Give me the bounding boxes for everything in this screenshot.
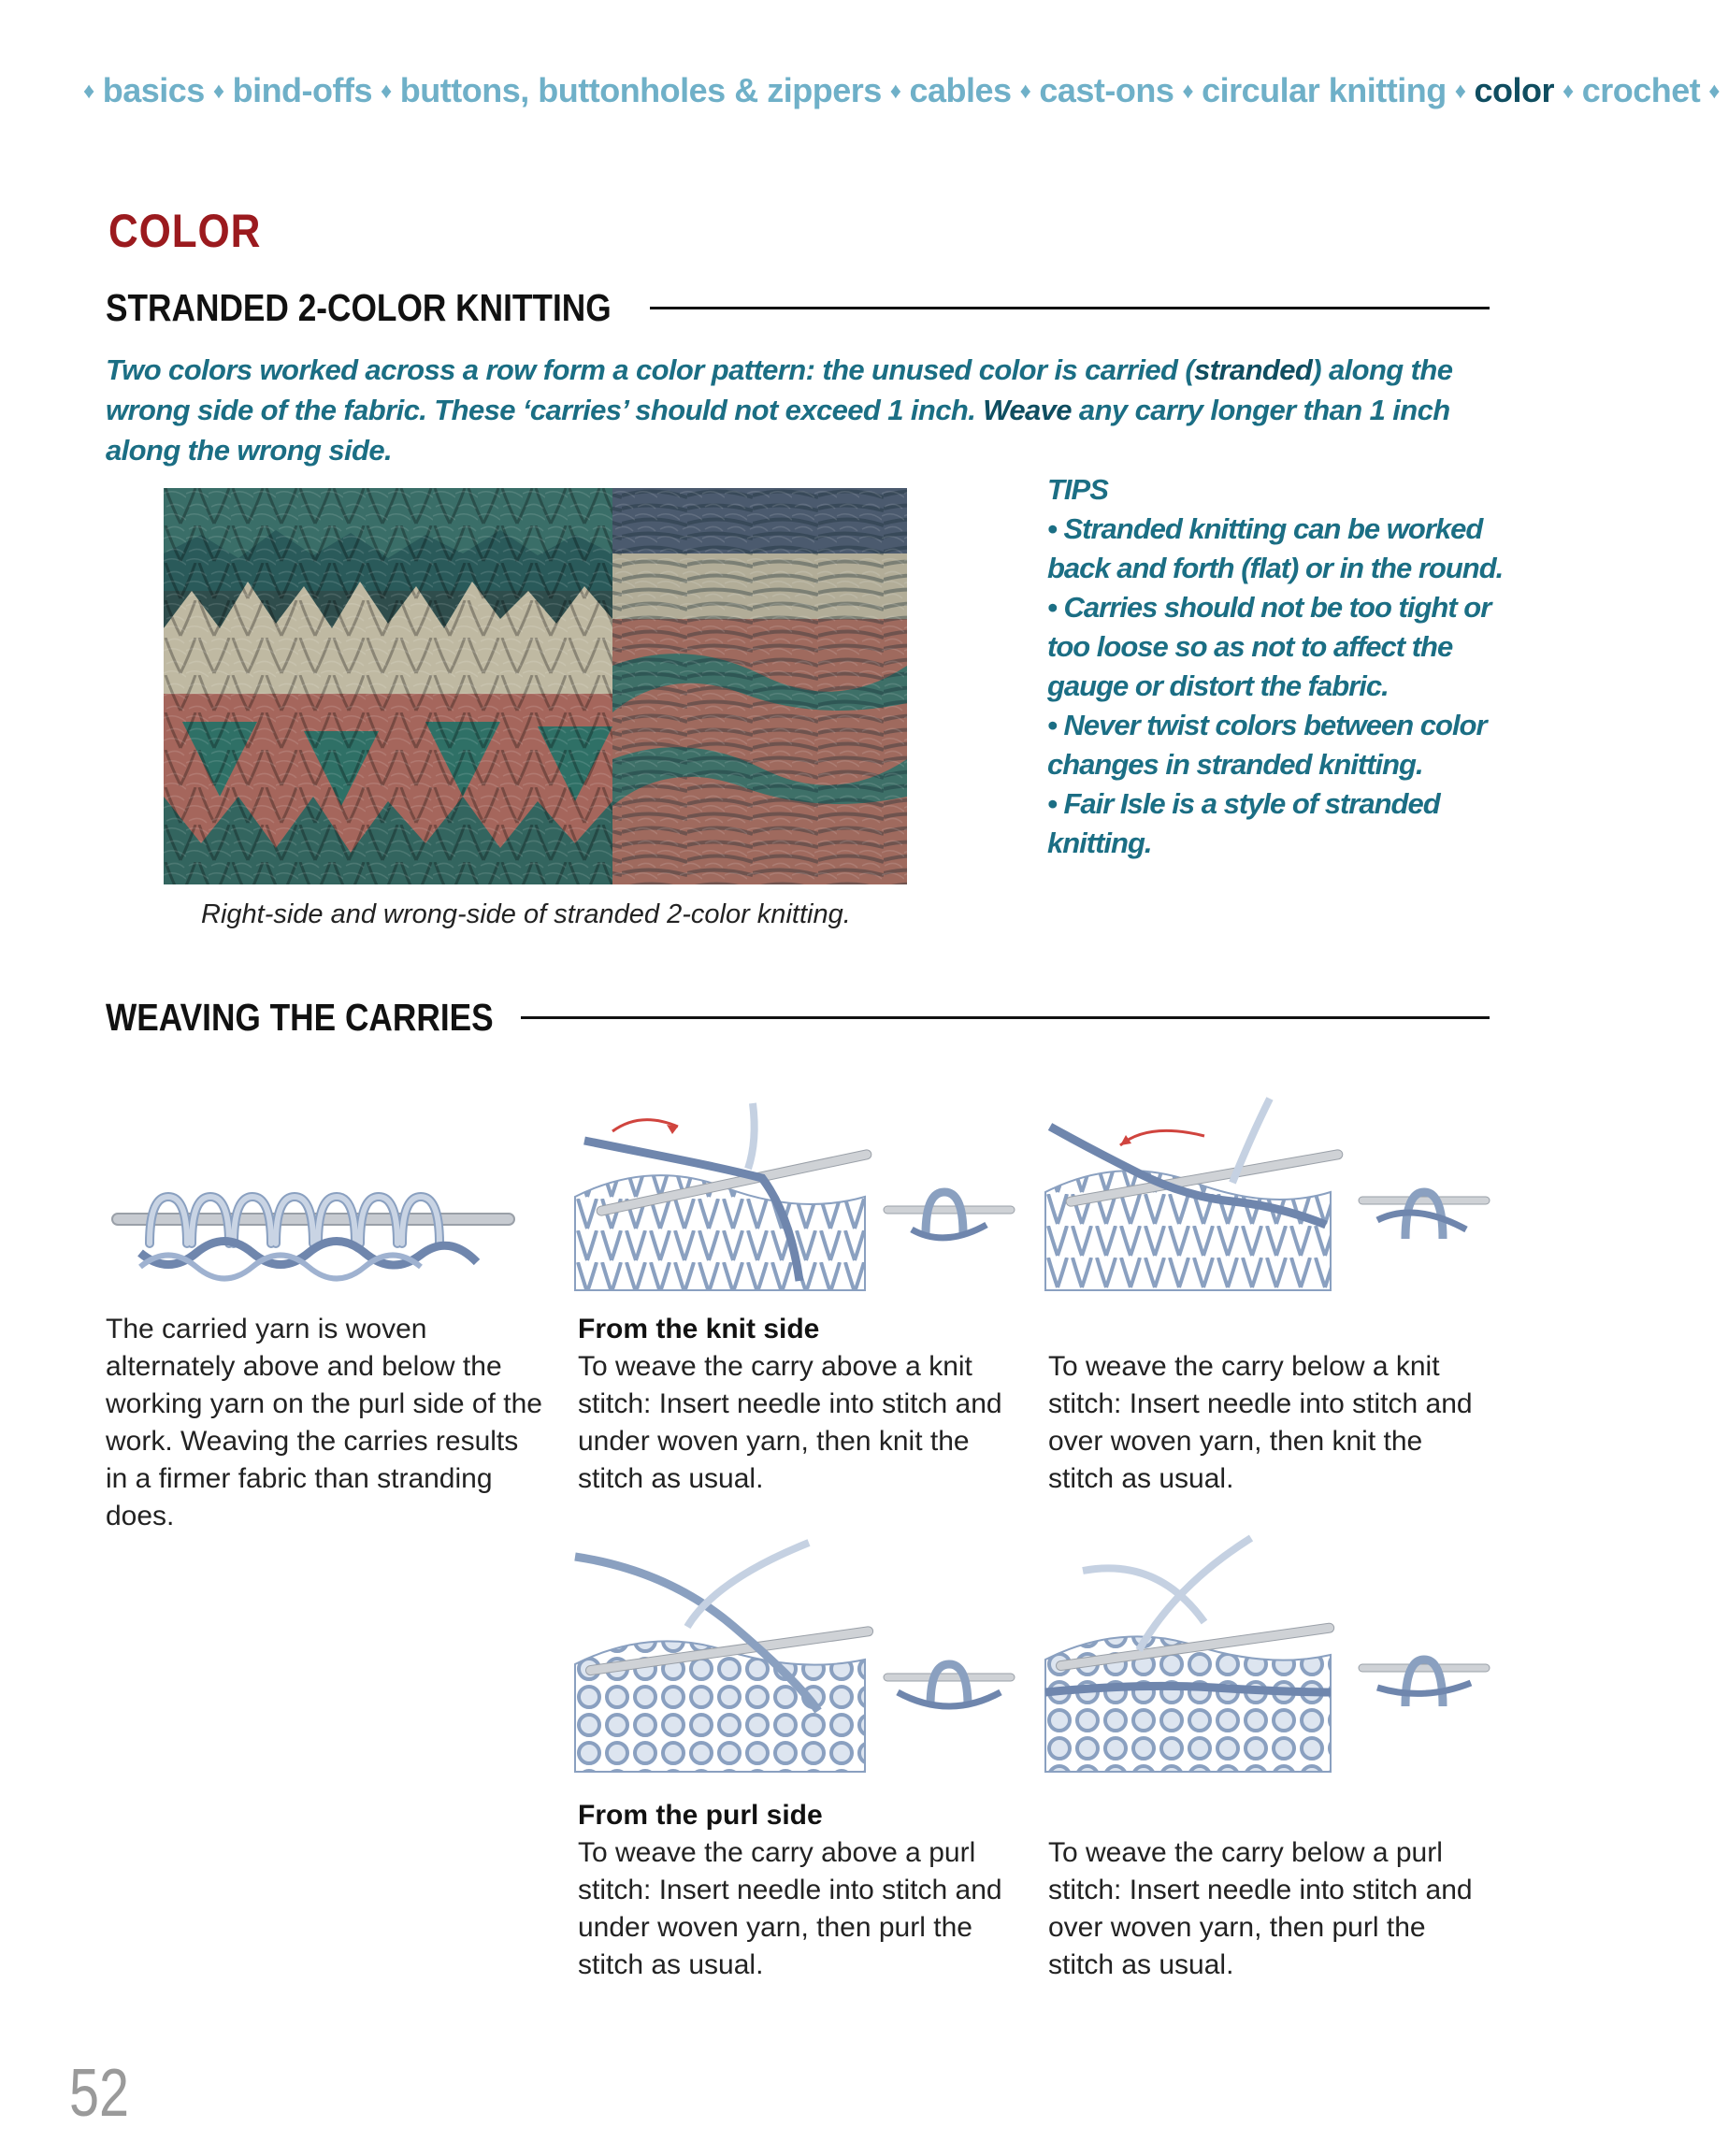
tip-item: • Never twist colors between color changes in stranded knitting. xyxy=(1047,709,1487,781)
page-title: COLOR xyxy=(108,205,262,257)
nav-diamond-icon: ♦ xyxy=(212,79,224,104)
nav-diamond-icon: ♦ xyxy=(1708,79,1720,104)
nav-item: bind-offs xyxy=(232,71,373,109)
purl-above-text: From the purl side To weave the carry above a purl stitch: Insert needle into stitch and under woven yarn, then purl the stitch as usual. xyxy=(578,1797,1017,1984)
nav-diamond-icon: ♦ xyxy=(83,79,94,104)
tip-item: • Carries should not be too tight or too loose so as not to affect the gauge or distort the fabric. xyxy=(1047,591,1491,702)
nav-item: color xyxy=(1474,71,1554,109)
weaving-intro: The carried yarn is woven alternately above and below the working yarn on the purl side of the work. Weaving the carries results in a firmer fabric than stranding does. xyxy=(106,1314,542,1531)
nav-item: basics xyxy=(102,71,205,109)
section-rule xyxy=(650,307,1490,309)
nav-item: cables xyxy=(909,71,1012,109)
purl-below-illustration xyxy=(1045,1538,1490,1772)
chapter-nav xyxy=(75,71,1720,110)
stranded-knitting-photo xyxy=(164,488,907,884)
tip-item: • Stranded knitting can be worked back and forth (flat) or in the round. xyxy=(1047,512,1504,584)
knit-below-text: To weave the carry below a knit stitch: Insert needle into stitch and over woven yarn, then knit the stitch as usual. xyxy=(1048,1351,1473,1494)
nav-diamond-icon: ♦ xyxy=(1562,79,1574,104)
photo-caption: Right-side and wrong-side of stranded 2-color knitting. xyxy=(201,899,851,929)
nav-item: crochet xyxy=(1581,71,1701,109)
knit-above-text: From the knit side To weave the carry above a knit stitch: Insert needle into stitch and under woven yarn, then knit the stitch as usual. xyxy=(578,1311,1017,1498)
knit-below-illustration xyxy=(1045,1099,1490,1290)
nav-diamond-icon: ♦ xyxy=(1454,79,1466,104)
purl-below-text: To weave the carry below a purl stitch: Insert needle into stitch and over woven yarn, then purl the stitch as usual. xyxy=(1048,1837,1473,1980)
stranded-section-title: STRANDED 2-COLOR KNITTING xyxy=(106,286,612,329)
tips-box xyxy=(1047,470,1534,863)
nav-diamond-icon: ♦ xyxy=(1019,79,1031,104)
woven-carries-illustration xyxy=(103,1187,524,1290)
page-number: 52 xyxy=(69,2056,130,2131)
purl-side-heading: From the purl side xyxy=(578,1800,823,1831)
nav-item: circular knitting xyxy=(1202,71,1447,109)
knit-side-heading: From the knit side xyxy=(578,1314,820,1344)
section-rule xyxy=(521,1016,1490,1019)
tip-item: • Fair Isle is a style of stranded knitting. xyxy=(1047,787,1440,859)
stranded-intro: Two colors worked across a row form a color pattern: the unused color is carried (stranded) along the wrong side of the fabric. These ‘carries’ should not exceed 1 inch. Weave any carry longer than 1 inch along the wrong side. xyxy=(106,353,1453,467)
nav-diamond-icon: ♦ xyxy=(1182,79,1194,104)
purl-above-illustration xyxy=(575,1543,1015,1772)
nav-diamond-icon: ♦ xyxy=(381,79,392,104)
nav-item: buttons, buttonholes & zippers xyxy=(399,71,882,109)
weaving-section-title: WEAVING THE CARRIES xyxy=(106,996,494,1039)
tips-title: TIPS xyxy=(1047,473,1108,506)
knit-above-illustration xyxy=(575,1103,1015,1290)
nav-item: cast-ons xyxy=(1039,71,1174,109)
nav-diamond-icon: ♦ xyxy=(889,79,901,104)
